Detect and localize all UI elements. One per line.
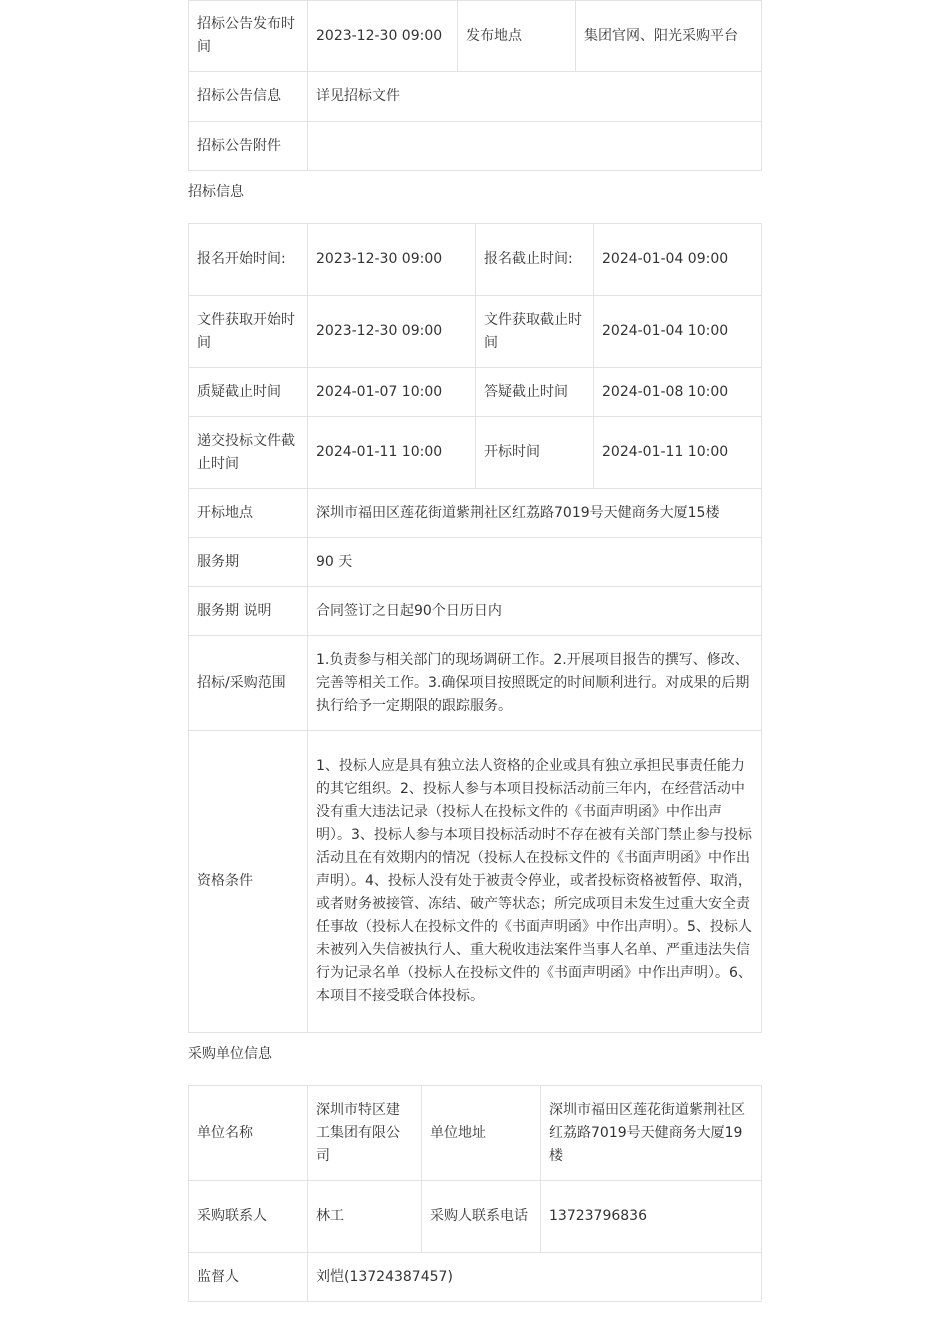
table-row bbox=[189, 1181, 762, 1253]
phone-value: 13723796836 bbox=[541, 1181, 762, 1253]
table-row bbox=[189, 489, 762, 538]
service-period-value: 90 天 bbox=[308, 538, 762, 587]
open-time-label: 开标时间 bbox=[476, 417, 594, 489]
table-row bbox=[189, 122, 762, 171]
table-row bbox=[189, 1253, 762, 1302]
reg-end-label: 报名截止时间: bbox=[476, 224, 594, 296]
doc-start-label: 文件获取开始时间 bbox=[189, 296, 308, 368]
announcement-info-label: 招标公告信息 bbox=[189, 72, 308, 122]
supervisor-value: 刘恺(13724387457) bbox=[308, 1253, 762, 1302]
submit-end-label: 递交投标文件截止时间 bbox=[189, 417, 308, 489]
unit-name-value: 深圳市特区建工集团有限公司 bbox=[308, 1086, 422, 1181]
scope-value: 1.负责参与相关部门的现场调研工作。2.开展项目报告的撰写、修改、完善等相关工作。3.确保项目按照既定的时间顺利进行。对成果的后期执行给予一定期限的跟踪服务。 bbox=[308, 636, 762, 731]
reg-start-value: 2023-12-30 09:00 bbox=[308, 224, 476, 296]
bidding-section-title: 招标信息 bbox=[188, 184, 244, 200]
contact-value: 林工 bbox=[308, 1181, 422, 1253]
doc-start-value: 2023-12-30 09:00 bbox=[308, 296, 476, 368]
doc-end-value: 2024-01-04 10:00 bbox=[594, 296, 762, 368]
table-row bbox=[189, 72, 762, 122]
query-end-value: 2024-01-07 10:00 bbox=[308, 368, 476, 417]
publish-place-value: 集团官网、阳光采购平台 bbox=[576, 1, 762, 72]
publish-time-value: 2023-12-30 09:00 bbox=[308, 1, 458, 72]
service-note-label: 服务期 说明 bbox=[189, 587, 308, 636]
table-row bbox=[189, 538, 762, 587]
table-row bbox=[189, 636, 762, 731]
contact-label: 采购联系人 bbox=[189, 1181, 308, 1253]
query-end-label: 质疑截止时间 bbox=[189, 368, 308, 417]
publish-place-label: 发布地点 bbox=[458, 1, 576, 72]
unit-address-value: 深圳市福田区莲花街道紫荆社区红荔路7019号天健商务大厦19楼 bbox=[541, 1086, 762, 1181]
answer-end-label: 答疑截止时间 bbox=[476, 368, 594, 417]
table-row bbox=[189, 296, 762, 368]
page-content bbox=[188, 0, 761, 1302]
table-row bbox=[189, 1086, 762, 1181]
supervisor-label: 监督人 bbox=[189, 1253, 308, 1302]
announcement-attachment-label: 招标公告附件 bbox=[189, 122, 308, 171]
announcement-attachment-value bbox=[308, 122, 762, 171]
table-row bbox=[189, 587, 762, 636]
table-row bbox=[189, 224, 762, 296]
unit-name-label: 单位名称 bbox=[189, 1086, 308, 1181]
table-row bbox=[189, 368, 762, 417]
qualification-value: 1、投标人应是具有独立法人资格的企业或具有独立承担民事责任能力的其它组织。2、投标人参与本项目投标活动前三年内，在经营活动中没有重大违法记录（投标人在投标文件的《书面声明函》中作出声明）。3、投标人参与本项目投标活动时不存在被有关部门禁止参与投标活动且在有效期内的情况（投标人在投标文件的《书面声明函》中作出声明）。4、投标人没有处于被责令停业，或者投标资格被暂停、取消，或者财务被接管、冻结、破产等状态；所完成项目未发生过重大安全责任事故（投标人在投标文件的《书面声明函》中作出声明）。5、投标人未被列入失信被执行人、重大税收违法案件当事人名单、严重违法失信行为记录名单（投标人在投标文件的《书面声明函》中作出声明）。6、本项目不接受联合体投标。 bbox=[308, 731, 762, 1033]
table-row bbox=[189, 1, 762, 72]
open-place-value: 深圳市福田区莲花街道紫荆社区红荔路7019号天健商务大厦15楼 bbox=[308, 489, 762, 538]
open-place-label: 开标地点 bbox=[189, 489, 308, 538]
reg-end-value: 2024-01-04 09:00 bbox=[594, 224, 762, 296]
unit-address-label: 单位地址 bbox=[422, 1086, 541, 1181]
bidding-table bbox=[188, 223, 762, 1033]
submit-end-value: 2024-01-11 10:00 bbox=[308, 417, 476, 489]
phone-label: 采购人联系电话 bbox=[422, 1181, 541, 1253]
reg-start-label: 报名开始时间: bbox=[189, 224, 308, 296]
scope-label: 招标/采购范围 bbox=[189, 636, 308, 731]
qualification-label: 资格条件 bbox=[189, 731, 308, 1033]
purchaser-table bbox=[188, 1085, 762, 1302]
table-row bbox=[189, 731, 762, 1033]
table-row bbox=[189, 417, 762, 489]
service-note-value: 合同签订之日起90个日历日内 bbox=[308, 587, 762, 636]
service-period-label: 服务期 bbox=[189, 538, 308, 587]
open-time-value: 2024-01-11 10:00 bbox=[594, 417, 762, 489]
announcement-info-value: 详见招标文件 bbox=[308, 72, 762, 122]
purchaser-section-title: 采购单位信息 bbox=[188, 1046, 272, 1062]
publish-time-label: 招标公告发布时间 bbox=[189, 1, 308, 72]
answer-end-value: 2024-01-08 10:00 bbox=[594, 368, 762, 417]
doc-end-label: 文件获取截止时间 bbox=[476, 296, 594, 368]
announcement-table bbox=[188, 0, 762, 171]
